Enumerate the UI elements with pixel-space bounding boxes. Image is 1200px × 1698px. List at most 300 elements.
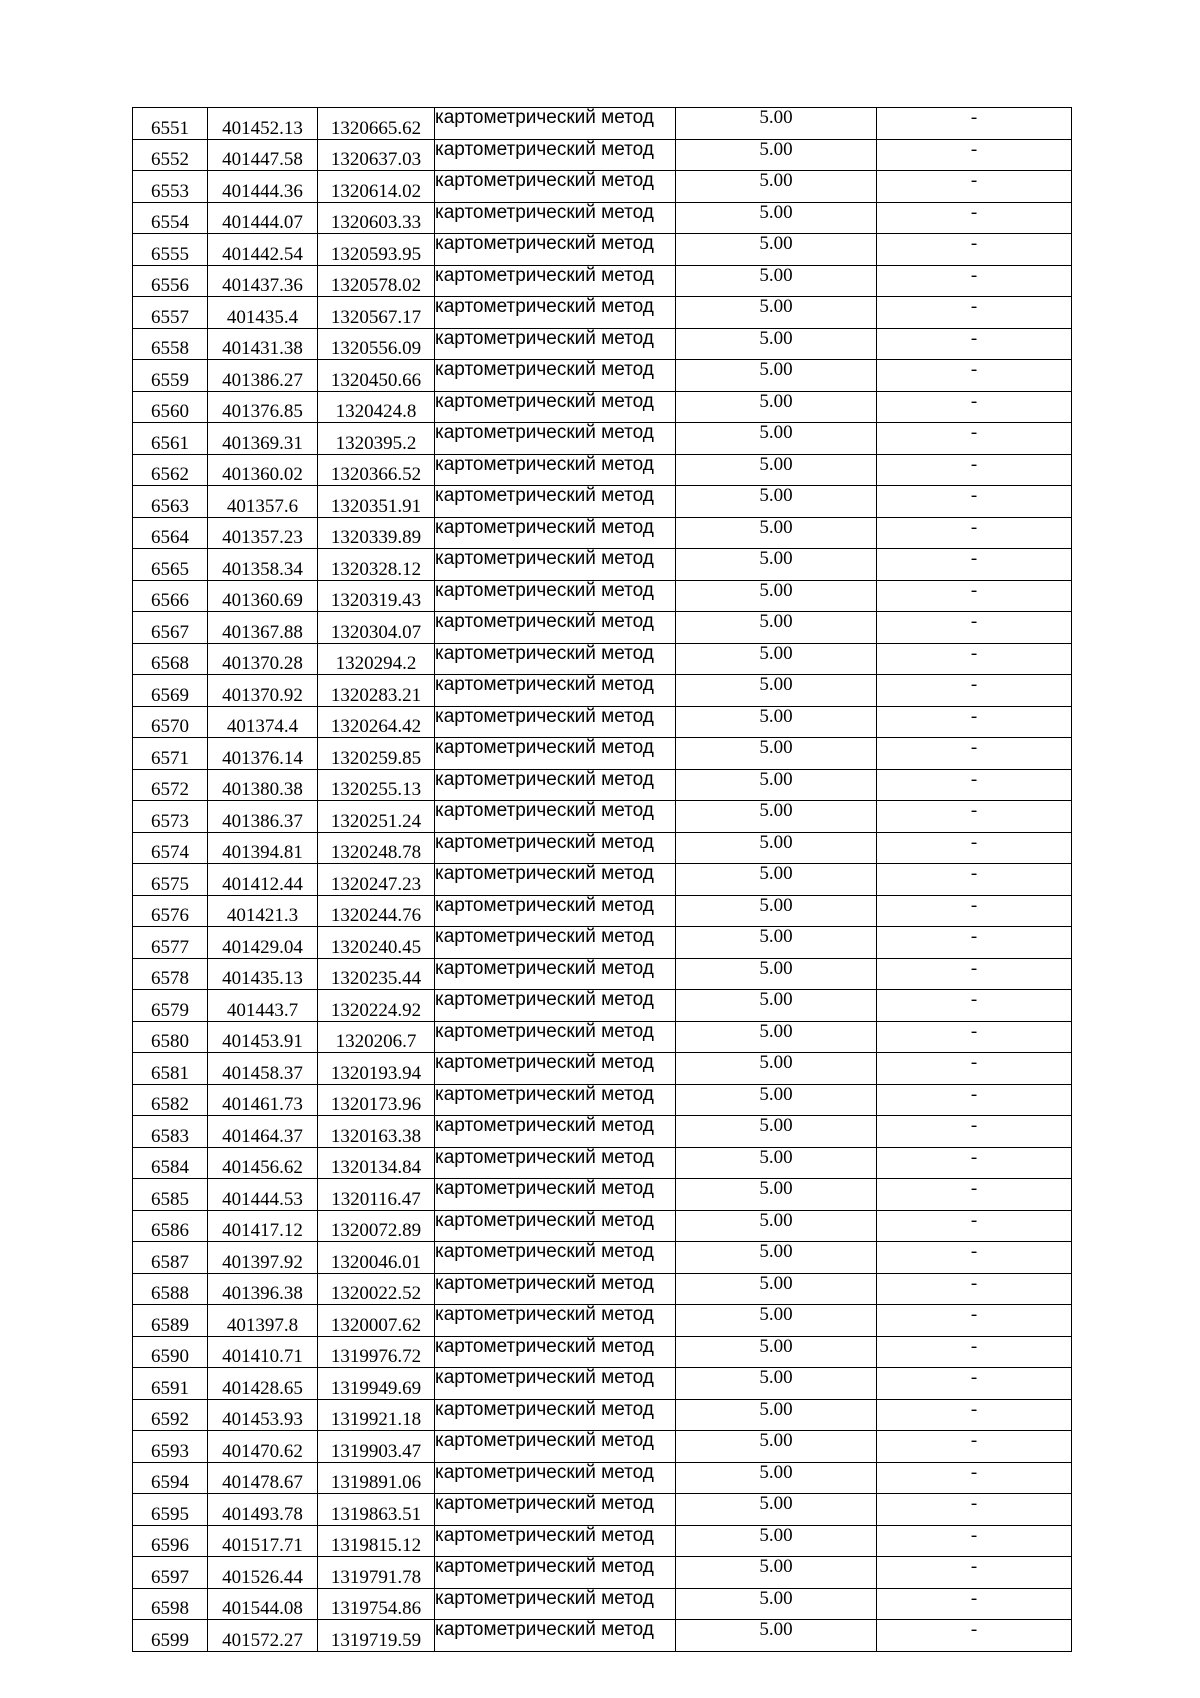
accuracy-cell: 5.00 xyxy=(676,706,877,738)
y-coordinate-cell: 1320351.91 xyxy=(318,486,435,518)
y-coordinate-cell: 1319976.72 xyxy=(318,1336,435,1368)
method-cell: картометрический метод xyxy=(435,360,676,392)
y-coordinate-cell: 1319891.06 xyxy=(318,1462,435,1494)
x-coordinate-cell: 401397.92 xyxy=(208,1242,318,1274)
y-coordinate-cell: 1320259.85 xyxy=(318,738,435,770)
method-cell: картометрический метод xyxy=(435,1084,676,1116)
description-cell: - xyxy=(877,297,1072,329)
table-row xyxy=(133,1494,1072,1526)
x-coordinate-cell: 401442.54 xyxy=(208,234,318,266)
table-row xyxy=(133,171,1072,203)
point-number-cell: 6578 xyxy=(133,958,208,990)
description-cell: - xyxy=(877,738,1072,770)
point-number-cell: 6585 xyxy=(133,1179,208,1211)
table-row xyxy=(133,1588,1072,1620)
table-row xyxy=(133,612,1072,644)
table-row xyxy=(133,139,1072,171)
x-coordinate-cell: 401428.65 xyxy=(208,1368,318,1400)
point-number-cell: 6599 xyxy=(133,1620,208,1652)
table-row xyxy=(133,1179,1072,1211)
y-coordinate-cell: 1320395.2 xyxy=(318,423,435,455)
accuracy-cell: 5.00 xyxy=(676,1273,877,1305)
x-coordinate-cell: 401412.44 xyxy=(208,864,318,896)
y-coordinate-cell: 1320567.17 xyxy=(318,297,435,329)
x-coordinate-cell: 401478.67 xyxy=(208,1462,318,1494)
description-cell: - xyxy=(877,171,1072,203)
method-cell: картометрический метод xyxy=(435,1179,676,1211)
description-cell: - xyxy=(877,612,1072,644)
point-number-cell: 6592 xyxy=(133,1399,208,1431)
table-row xyxy=(133,1116,1072,1148)
method-cell: картометрический метод xyxy=(435,1053,676,1085)
x-coordinate-cell: 401470.62 xyxy=(208,1431,318,1463)
accuracy-cell: 5.00 xyxy=(676,139,877,171)
accuracy-cell: 5.00 xyxy=(676,1179,877,1211)
accuracy-cell: 5.00 xyxy=(676,328,877,360)
table-row xyxy=(133,643,1072,675)
accuracy-cell: 5.00 xyxy=(676,108,877,140)
method-cell: картометрический метод xyxy=(435,675,676,707)
y-coordinate-cell: 1319791.78 xyxy=(318,1557,435,1589)
method-cell: картометрический метод xyxy=(435,1399,676,1431)
point-number-cell: 6586 xyxy=(133,1210,208,1242)
accuracy-cell: 5.00 xyxy=(676,171,877,203)
point-number-cell: 6558 xyxy=(133,328,208,360)
accuracy-cell: 5.00 xyxy=(676,265,877,297)
x-coordinate-cell: 401370.28 xyxy=(208,643,318,675)
accuracy-cell: 5.00 xyxy=(676,1431,877,1463)
accuracy-cell: 5.00 xyxy=(676,1242,877,1274)
x-coordinate-cell: 401370.92 xyxy=(208,675,318,707)
accuracy-cell: 5.00 xyxy=(676,360,877,392)
method-cell: картометрический метод xyxy=(435,1242,676,1274)
table-row xyxy=(133,738,1072,770)
method-cell: картометрический метод xyxy=(435,1147,676,1179)
table-row xyxy=(133,1210,1072,1242)
point-number-cell: 6567 xyxy=(133,612,208,644)
method-cell: картометрический метод xyxy=(435,1557,676,1589)
table-row xyxy=(133,1620,1072,1652)
description-cell: - xyxy=(877,1588,1072,1620)
accuracy-cell: 5.00 xyxy=(676,832,877,864)
accuracy-cell: 5.00 xyxy=(676,612,877,644)
accuracy-cell: 5.00 xyxy=(676,580,877,612)
y-coordinate-cell: 1320072.89 xyxy=(318,1210,435,1242)
y-coordinate-cell: 1320304.07 xyxy=(318,612,435,644)
description-cell: - xyxy=(877,1494,1072,1526)
point-number-cell: 6596 xyxy=(133,1525,208,1557)
description-cell: - xyxy=(877,801,1072,833)
x-coordinate-cell: 401369.31 xyxy=(208,423,318,455)
description-cell: - xyxy=(877,360,1072,392)
table-row xyxy=(133,234,1072,266)
x-coordinate-cell: 401458.37 xyxy=(208,1053,318,1085)
y-coordinate-cell: 1320328.12 xyxy=(318,549,435,581)
x-coordinate-cell: 401396.38 xyxy=(208,1273,318,1305)
accuracy-cell: 5.00 xyxy=(676,1053,877,1085)
table-row xyxy=(133,706,1072,738)
table-row xyxy=(133,1053,1072,1085)
method-cell: картометрический метод xyxy=(435,769,676,801)
table-row xyxy=(133,832,1072,864)
method-cell: картометрический метод xyxy=(435,139,676,171)
y-coordinate-cell: 1319863.51 xyxy=(318,1494,435,1526)
x-coordinate-cell: 401461.73 xyxy=(208,1084,318,1116)
table-row xyxy=(133,675,1072,707)
table-row xyxy=(133,1021,1072,1053)
method-cell: картометрический метод xyxy=(435,864,676,896)
description-cell: - xyxy=(877,1368,1072,1400)
accuracy-cell: 5.00 xyxy=(676,391,877,423)
table-row xyxy=(133,202,1072,234)
point-number-cell: 6589 xyxy=(133,1305,208,1337)
description-cell: - xyxy=(877,328,1072,360)
y-coordinate-cell: 1320339.89 xyxy=(318,517,435,549)
point-number-cell: 6551 xyxy=(133,108,208,140)
x-coordinate-cell: 401572.27 xyxy=(208,1620,318,1652)
accuracy-cell: 5.00 xyxy=(676,1084,877,1116)
description-cell: - xyxy=(877,486,1072,518)
point-number-cell: 6553 xyxy=(133,171,208,203)
description-cell: - xyxy=(877,1273,1072,1305)
accuracy-cell: 5.00 xyxy=(676,517,877,549)
description-cell: - xyxy=(877,1336,1072,1368)
x-coordinate-cell: 401444.36 xyxy=(208,171,318,203)
x-coordinate-cell: 401447.58 xyxy=(208,139,318,171)
description-cell: - xyxy=(877,202,1072,234)
table-row xyxy=(133,549,1072,581)
description-cell: - xyxy=(877,643,1072,675)
table-row xyxy=(133,1431,1072,1463)
point-number-cell: 6583 xyxy=(133,1116,208,1148)
x-coordinate-cell: 401444.07 xyxy=(208,202,318,234)
method-cell: картометрический метод xyxy=(435,1431,676,1463)
description-cell: - xyxy=(877,1179,1072,1211)
description-cell: - xyxy=(877,549,1072,581)
y-coordinate-cell: 1320556.09 xyxy=(318,328,435,360)
y-coordinate-cell: 1320450.66 xyxy=(318,360,435,392)
accuracy-cell: 5.00 xyxy=(676,202,877,234)
table-row xyxy=(133,927,1072,959)
accuracy-cell: 5.00 xyxy=(676,864,877,896)
method-cell: картометрический метод xyxy=(435,1588,676,1620)
method-cell: картометрический метод xyxy=(435,1210,676,1242)
y-coordinate-cell: 1320163.38 xyxy=(318,1116,435,1148)
y-coordinate-cell: 1320240.45 xyxy=(318,927,435,959)
table-row xyxy=(133,454,1072,486)
table-row xyxy=(133,1525,1072,1557)
x-coordinate-cell: 401421.3 xyxy=(208,895,318,927)
y-coordinate-cell: 1320206.7 xyxy=(318,1021,435,1053)
point-number-cell: 6555 xyxy=(133,234,208,266)
description-cell: - xyxy=(877,990,1072,1022)
description-cell: - xyxy=(877,1147,1072,1179)
point-number-cell: 6580 xyxy=(133,1021,208,1053)
description-cell: - xyxy=(877,108,1072,140)
x-coordinate-cell: 401357.23 xyxy=(208,517,318,549)
method-cell: картометрический метод xyxy=(435,549,676,581)
y-coordinate-cell: 1320424.8 xyxy=(318,391,435,423)
method-cell: картометрический метод xyxy=(435,171,676,203)
table-row xyxy=(133,1242,1072,1274)
y-coordinate-cell: 1320193.94 xyxy=(318,1053,435,1085)
table-row xyxy=(133,1557,1072,1589)
point-number-cell: 6591 xyxy=(133,1368,208,1400)
method-cell: картометрический метод xyxy=(435,1273,676,1305)
y-coordinate-cell: 1320173.96 xyxy=(318,1084,435,1116)
description-cell: - xyxy=(877,454,1072,486)
point-number-cell: 6570 xyxy=(133,706,208,738)
table-row xyxy=(133,801,1072,833)
accuracy-cell: 5.00 xyxy=(676,769,877,801)
point-number-cell: 6564 xyxy=(133,517,208,549)
table-row xyxy=(133,895,1072,927)
method-cell: картометрический метод xyxy=(435,234,676,266)
point-number-cell: 6574 xyxy=(133,832,208,864)
x-coordinate-cell: 401435.4 xyxy=(208,297,318,329)
y-coordinate-cell: 1320134.84 xyxy=(318,1147,435,1179)
description-cell: - xyxy=(877,265,1072,297)
accuracy-cell: 5.00 xyxy=(676,1494,877,1526)
accuracy-cell: 5.00 xyxy=(676,927,877,959)
coordinates-table xyxy=(132,107,1072,1652)
description-cell: - xyxy=(877,580,1072,612)
x-coordinate-cell: 401380.38 xyxy=(208,769,318,801)
point-number-cell: 6584 xyxy=(133,1147,208,1179)
table-row xyxy=(133,1084,1072,1116)
table-row xyxy=(133,1147,1072,1179)
table-row xyxy=(133,958,1072,990)
y-coordinate-cell: 1320366.52 xyxy=(318,454,435,486)
x-coordinate-cell: 401374.4 xyxy=(208,706,318,738)
point-number-cell: 6582 xyxy=(133,1084,208,1116)
table-row xyxy=(133,391,1072,423)
x-coordinate-cell: 401394.81 xyxy=(208,832,318,864)
accuracy-cell: 5.00 xyxy=(676,486,877,518)
method-cell: картометрический метод xyxy=(435,1494,676,1526)
y-coordinate-cell: 1320116.47 xyxy=(318,1179,435,1211)
point-number-cell: 6590 xyxy=(133,1336,208,1368)
accuracy-cell: 5.00 xyxy=(676,454,877,486)
method-cell: картометрический метод xyxy=(435,1021,676,1053)
table-row xyxy=(133,265,1072,297)
accuracy-cell: 5.00 xyxy=(676,990,877,1022)
table-row xyxy=(133,517,1072,549)
method-cell: картометрический метод xyxy=(435,612,676,644)
y-coordinate-cell: 1320665.62 xyxy=(318,108,435,140)
y-coordinate-cell: 1320022.52 xyxy=(318,1273,435,1305)
x-coordinate-cell: 401417.12 xyxy=(208,1210,318,1242)
description-cell: - xyxy=(877,864,1072,896)
y-coordinate-cell: 1319754.86 xyxy=(318,1588,435,1620)
method-cell: картометрический метод xyxy=(435,1525,676,1557)
y-coordinate-cell: 1320235.44 xyxy=(318,958,435,990)
point-number-cell: 6562 xyxy=(133,454,208,486)
accuracy-cell: 5.00 xyxy=(676,1021,877,1053)
description-cell: - xyxy=(877,1557,1072,1589)
method-cell: картометрический метод xyxy=(435,1620,676,1652)
point-number-cell: 6565 xyxy=(133,549,208,581)
accuracy-cell: 5.00 xyxy=(676,895,877,927)
accuracy-cell: 5.00 xyxy=(676,549,877,581)
point-number-cell: 6597 xyxy=(133,1557,208,1589)
method-cell: картометрический метод xyxy=(435,958,676,990)
y-coordinate-cell: 1320637.03 xyxy=(318,139,435,171)
y-coordinate-cell: 1319719.59 xyxy=(318,1620,435,1652)
x-coordinate-cell: 401453.91 xyxy=(208,1021,318,1053)
x-coordinate-cell: 401376.14 xyxy=(208,738,318,770)
point-number-cell: 6593 xyxy=(133,1431,208,1463)
y-coordinate-cell: 1319903.47 xyxy=(318,1431,435,1463)
method-cell: картометрический метод xyxy=(435,895,676,927)
point-number-cell: 6557 xyxy=(133,297,208,329)
accuracy-cell: 5.00 xyxy=(676,1368,877,1400)
table-row xyxy=(133,1462,1072,1494)
table-row xyxy=(133,486,1072,518)
accuracy-cell: 5.00 xyxy=(676,297,877,329)
accuracy-cell: 5.00 xyxy=(676,643,877,675)
x-coordinate-cell: 401464.37 xyxy=(208,1116,318,1148)
x-coordinate-cell: 401386.27 xyxy=(208,360,318,392)
method-cell: картометрический метод xyxy=(435,517,676,549)
y-coordinate-cell: 1319949.69 xyxy=(318,1368,435,1400)
point-number-cell: 6556 xyxy=(133,265,208,297)
table-row xyxy=(133,108,1072,140)
method-cell: картометрический метод xyxy=(435,1462,676,1494)
method-cell: картометрический метод xyxy=(435,328,676,360)
method-cell: картометрический метод xyxy=(435,265,676,297)
accuracy-cell: 5.00 xyxy=(676,1620,877,1652)
method-cell: картометрический метод xyxy=(435,801,676,833)
y-coordinate-cell: 1320294.2 xyxy=(318,643,435,675)
method-cell: картометрический метод xyxy=(435,990,676,1022)
table-row xyxy=(133,864,1072,896)
x-coordinate-cell: 401435.13 xyxy=(208,958,318,990)
description-cell: - xyxy=(877,1210,1072,1242)
table-row xyxy=(133,328,1072,360)
description-cell: - xyxy=(877,832,1072,864)
point-number-cell: 6571 xyxy=(133,738,208,770)
point-number-cell: 6579 xyxy=(133,990,208,1022)
point-number-cell: 6598 xyxy=(133,1588,208,1620)
table-row xyxy=(133,1273,1072,1305)
x-coordinate-cell: 401360.02 xyxy=(208,454,318,486)
description-cell: - xyxy=(877,1053,1072,1085)
method-cell: картометрический метод xyxy=(435,202,676,234)
y-coordinate-cell: 1320247.23 xyxy=(318,864,435,896)
description-cell: - xyxy=(877,234,1072,266)
x-coordinate-cell: 401386.37 xyxy=(208,801,318,833)
y-coordinate-cell: 1320578.02 xyxy=(318,265,435,297)
table-row xyxy=(133,1336,1072,1368)
table-row xyxy=(133,1368,1072,1400)
description-cell: - xyxy=(877,517,1072,549)
description-cell: - xyxy=(877,895,1072,927)
description-cell: - xyxy=(877,1431,1072,1463)
description-cell: - xyxy=(877,1525,1072,1557)
accuracy-cell: 5.00 xyxy=(676,1525,877,1557)
accuracy-cell: 5.00 xyxy=(676,1210,877,1242)
y-coordinate-cell: 1320255.13 xyxy=(318,769,435,801)
x-coordinate-cell: 401443.7 xyxy=(208,990,318,1022)
point-number-cell: 6595 xyxy=(133,1494,208,1526)
description-cell: - xyxy=(877,958,1072,990)
point-number-cell: 6575 xyxy=(133,864,208,896)
description-cell: - xyxy=(877,423,1072,455)
y-coordinate-cell: 1320603.33 xyxy=(318,202,435,234)
method-cell: картометрический метод xyxy=(435,580,676,612)
accuracy-cell: 5.00 xyxy=(676,423,877,455)
accuracy-cell: 5.00 xyxy=(676,1462,877,1494)
point-number-cell: 6594 xyxy=(133,1462,208,1494)
method-cell: картометрический метод xyxy=(435,832,676,864)
method-cell: картометрический метод xyxy=(435,1116,676,1148)
description-cell: - xyxy=(877,1242,1072,1274)
accuracy-cell: 5.00 xyxy=(676,1399,877,1431)
table-row xyxy=(133,1399,1072,1431)
point-number-cell: 6559 xyxy=(133,360,208,392)
point-number-cell: 6581 xyxy=(133,1053,208,1085)
accuracy-cell: 5.00 xyxy=(676,1336,877,1368)
accuracy-cell: 5.00 xyxy=(676,1305,877,1337)
method-cell: картометрический метод xyxy=(435,391,676,423)
y-coordinate-cell: 1319815.12 xyxy=(318,1525,435,1557)
y-coordinate-cell: 1320251.24 xyxy=(318,801,435,833)
y-coordinate-cell: 1320244.76 xyxy=(318,895,435,927)
accuracy-cell: 5.00 xyxy=(676,1147,877,1179)
point-number-cell: 6576 xyxy=(133,895,208,927)
description-cell: - xyxy=(877,1620,1072,1652)
point-number-cell: 6577 xyxy=(133,927,208,959)
description-cell: - xyxy=(877,675,1072,707)
x-coordinate-cell: 401544.08 xyxy=(208,1588,318,1620)
description-cell: - xyxy=(877,1021,1072,1053)
table-row xyxy=(133,423,1072,455)
description-cell: - xyxy=(877,1305,1072,1337)
x-coordinate-cell: 401431.38 xyxy=(208,328,318,360)
accuracy-cell: 5.00 xyxy=(676,958,877,990)
y-coordinate-cell: 1320264.42 xyxy=(318,706,435,738)
description-cell: - xyxy=(877,391,1072,423)
y-coordinate-cell: 1319921.18 xyxy=(318,1399,435,1431)
method-cell: картометрический метод xyxy=(435,1336,676,1368)
description-cell: - xyxy=(877,1084,1072,1116)
description-cell: - xyxy=(877,139,1072,171)
method-cell: картометрический метод xyxy=(435,706,676,738)
x-coordinate-cell: 401397.8 xyxy=(208,1305,318,1337)
y-coordinate-cell: 1320248.78 xyxy=(318,832,435,864)
x-coordinate-cell: 401360.69 xyxy=(208,580,318,612)
description-cell: - xyxy=(877,706,1072,738)
point-number-cell: 6587 xyxy=(133,1242,208,1274)
y-coordinate-cell: 1320283.21 xyxy=(318,675,435,707)
table-row xyxy=(133,769,1072,801)
x-coordinate-cell: 401444.53 xyxy=(208,1179,318,1211)
x-coordinate-cell: 401456.62 xyxy=(208,1147,318,1179)
point-number-cell: 6552 xyxy=(133,139,208,171)
x-coordinate-cell: 401358.34 xyxy=(208,549,318,581)
point-number-cell: 6566 xyxy=(133,580,208,612)
x-coordinate-cell: 401357.6 xyxy=(208,486,318,518)
point-number-cell: 6560 xyxy=(133,391,208,423)
point-number-cell: 6563 xyxy=(133,486,208,518)
method-cell: картометрический метод xyxy=(435,486,676,518)
y-coordinate-cell: 1320007.62 xyxy=(318,1305,435,1337)
point-number-cell: 6569 xyxy=(133,675,208,707)
table-row xyxy=(133,990,1072,1022)
y-coordinate-cell: 1320224.92 xyxy=(318,990,435,1022)
table-row xyxy=(133,297,1072,329)
